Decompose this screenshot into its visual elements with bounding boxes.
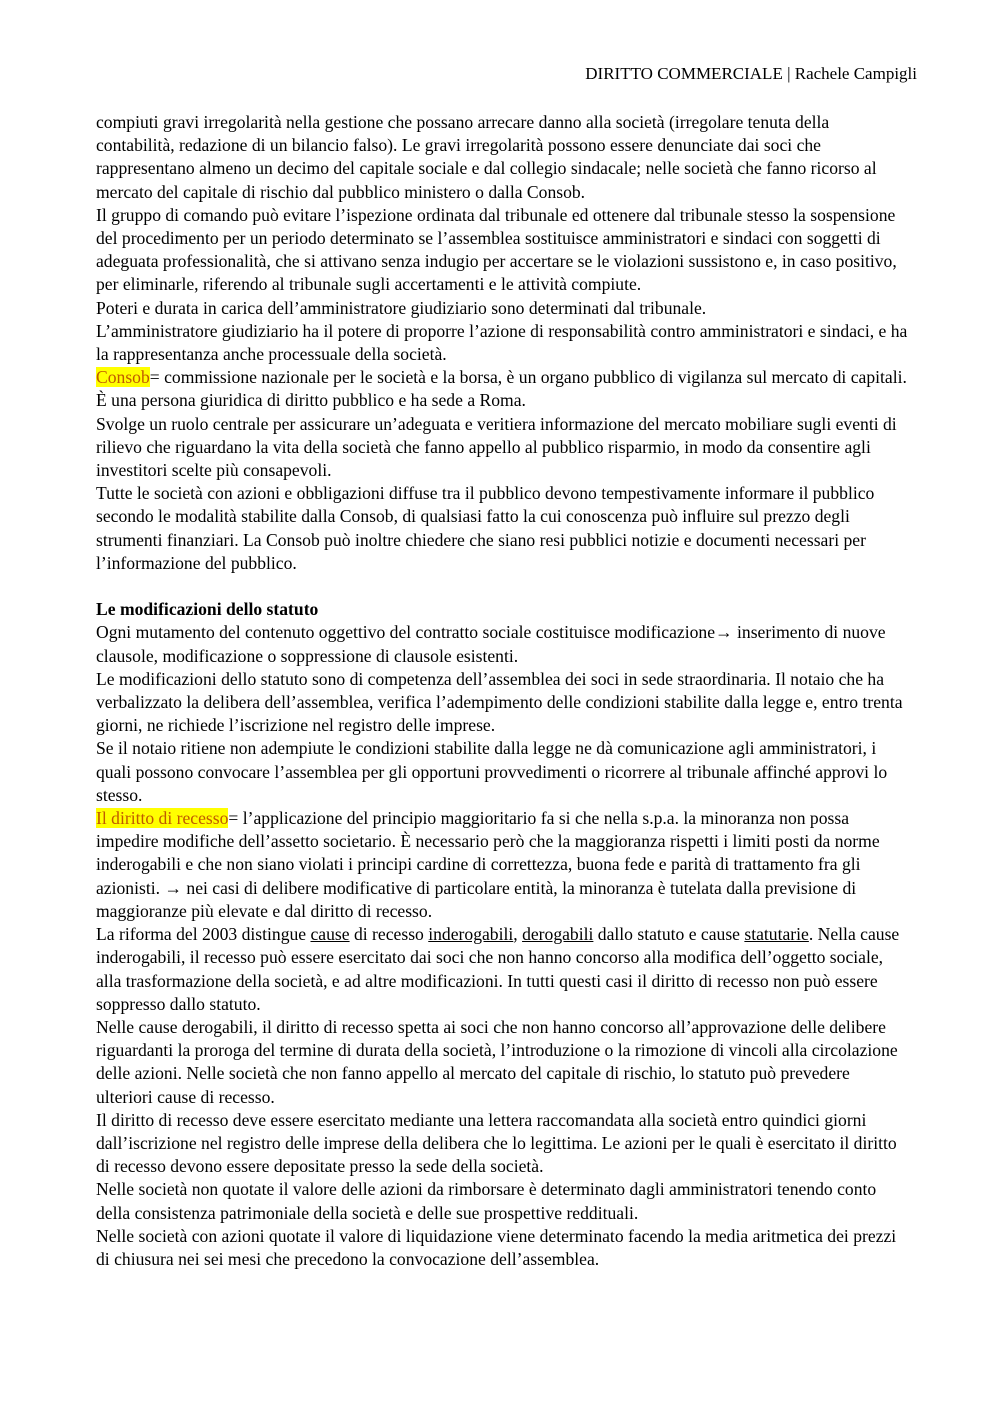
paragraph-riforma — [96, 923, 908, 1016]
paragraph: Il gruppo di comando può evitare l’ispezione ordinata dal tribunale ed ottenere dal tribunale stesso la sospensione del procedimento per un periodo determinato se l’assemblea sostituisce amministratori e sindaci con soggetti di adeguata professionalità, che si attivano senza indugio per accertare se le violazioni sussistono e, in caso positivo, per eliminarle, riferendo al tribunale sugli accertamenti e le attività compiute. — [96, 204, 897, 295]
underlined-term: cause — [310, 924, 350, 945]
underlined-term: statutarie — [744, 924, 809, 945]
paragraph: L’amministratore giudiziario ha il potere di proporre l’azione di responsabilità contro amministratori e sindaci, e ha la rappresentanza anche processuale della società. — [96, 320, 908, 365]
paragraph-text: dallo statuto e cause — [593, 924, 745, 945]
paragraph: Nelle cause derogabili, il diritto di recesso spetta ai soci che non hanno concorso all’approvazione delle delibere riguardanti la proroga del termine di durata della società, l’introduzione o la rimozione di vincoli alla circolazione delle azioni. Nelle società che non fanno appello al mercato del capitale di rischio, lo statuto può prevedere ulteriori cause di recesso. — [96, 1016, 898, 1107]
paragraph: Poteri e durata in carica dell’amministratore giudiziario sono determinati dal tribunale. — [96, 297, 707, 318]
paragraph-text: , — [513, 924, 523, 945]
section-heading: Le modificazioni dello statuto — [96, 599, 319, 620]
page-header: DIRITTO COMMERCIALE | Rachele Campigli — [585, 64, 917, 83]
paragraph-consob — [96, 366, 908, 412]
paragraph: Il diritto di recesso deve essere esercitato mediante una lettera raccomandata alla società entro quindici giorni dall’iscrizione nel registro delle imprese della delibera che lo legittima. Le azioni per le quali è esercitato il diritto di recesso devono essere depositate presso la sede della società. — [96, 1109, 897, 1177]
paragraph: Ogni mutamento del contenuto oggettivo del contratto sociale costituisce modificazione→ inserimento di nuove clausole, modificazione o soppressione di clausole esistenti. — [96, 622, 886, 666]
paragraph: Se il notaio ritiene non adempiute le condizioni stabilite dalla legge ne dà comunicazione agli amministratori, i quali possono convocare l’assemblea per gli opportuni provvedimenti o ricorrere al tribunale affinché approvi lo stesso. — [96, 738, 888, 805]
paragraph-text: = l’applicazione del principio maggioritario fa si che nella s.p.a. la minoranza non possa impedire modifiche dell’assetto societario. È necessario però che la maggioranza rispetti i limiti posti da norme inderogabili e che non siano violati i principi cardine di correttezza, buona fede e parità di trattamento fra gli azionisti. → nei casi di delibere modificative di particolare entità, la minoranza è tutelata dalla previsione di maggioranze più elevate e dal diritto di recesso. — [96, 808, 880, 921]
paragraph: Svolge un ruolo centrale per assicurare un’adeguata e veritiera informazione del mercato mobiliare sugli eventi di rilievo che riguardano la vita della società che fanno appello al pubblico risparmio, in modo da consentire agli investitori scelte più consapevoli. — [96, 413, 897, 481]
paragraph: Nelle società non quotate il valore delle azioni da rimborsare è determinato dagli amministratori tenendo conto della consistenza patrimoniale della società e delle sue prospettive reddituali. — [96, 1179, 877, 1223]
paragraph-text: = commissione nazionale per le società e la borsa, è un organo pubblico di vigilanza sul mercato di capitali. È una persona giuridica di diritto pubblico e ha sede a Roma. — [96, 367, 907, 411]
paragraph: Le modificazioni dello statuto sono di competenza dell’assemblea dei soci in sede straordinaria. Il notaio che ha verbalizzato la delibera dell’assemblea, verifica l’adempimento delle condizioni stabilite dalla legge e, entro trenta giorni, ne richiede l’iscrizione nel registro delle imprese. — [96, 668, 903, 736]
paragraph: Nelle società con azioni quotate il valore di liquidazione viene determinato facendo la media aritmetica dei prezzi di chiusura nei sei mesi che precedono la convocazione dell’assemblea. — [96, 1225, 897, 1269]
paragraph-text: La riforma del 2003 distingue — [96, 924, 311, 945]
paragraph-recesso — [96, 807, 908, 923]
highlighted-term: Consob — [96, 367, 150, 388]
paragraph-text: . Nella cause inderogabili, il recesso può essere esercitato dai soci che non hanno concorso alla modifica dell’oggetto sociale, alla trasformazione della società, e ad altre modificazioni. In tutti questi casi il diritto di recesso non può essere soppresso dallo statuto. — [96, 924, 900, 1014]
paragraph-text: di recesso — [349, 924, 429, 945]
highlighted-term: Il diritto di recesso — [96, 808, 229, 829]
paragraph: Tutte le società con azioni e obbligazioni diffuse tra il pubblico devono tempestivamente informare il pubblico secondo le modalità stabilite dalla Consob, di qualsiasi fatto la cui conoscenza può influire sul prezzo degli strumenti finanziari. La Consob può inoltre chiedere che siano resi pubblici notizie e documenti necessari per l’informazione del pubblico. — [96, 483, 875, 573]
paragraph: compiuti gravi irregolarità nella gestione che possano arrecare danno alla società (irregolare tenuta della contabilità, redazione di un bilancio falso). Le gravi irregolarità possono essere denunciate dai soci che rappresentano almeno un decimo del capitale sociale e dal collegio sindacale; nelle società che fanno ricorso al mercato del capitale di rischio dal pubblico ministero o dalla Consob. — [96, 112, 877, 202]
document-body — [96, 111, 908, 1271]
underlined-term: derogabili — [522, 924, 594, 945]
underlined-term: inderogabili — [428, 924, 514, 945]
